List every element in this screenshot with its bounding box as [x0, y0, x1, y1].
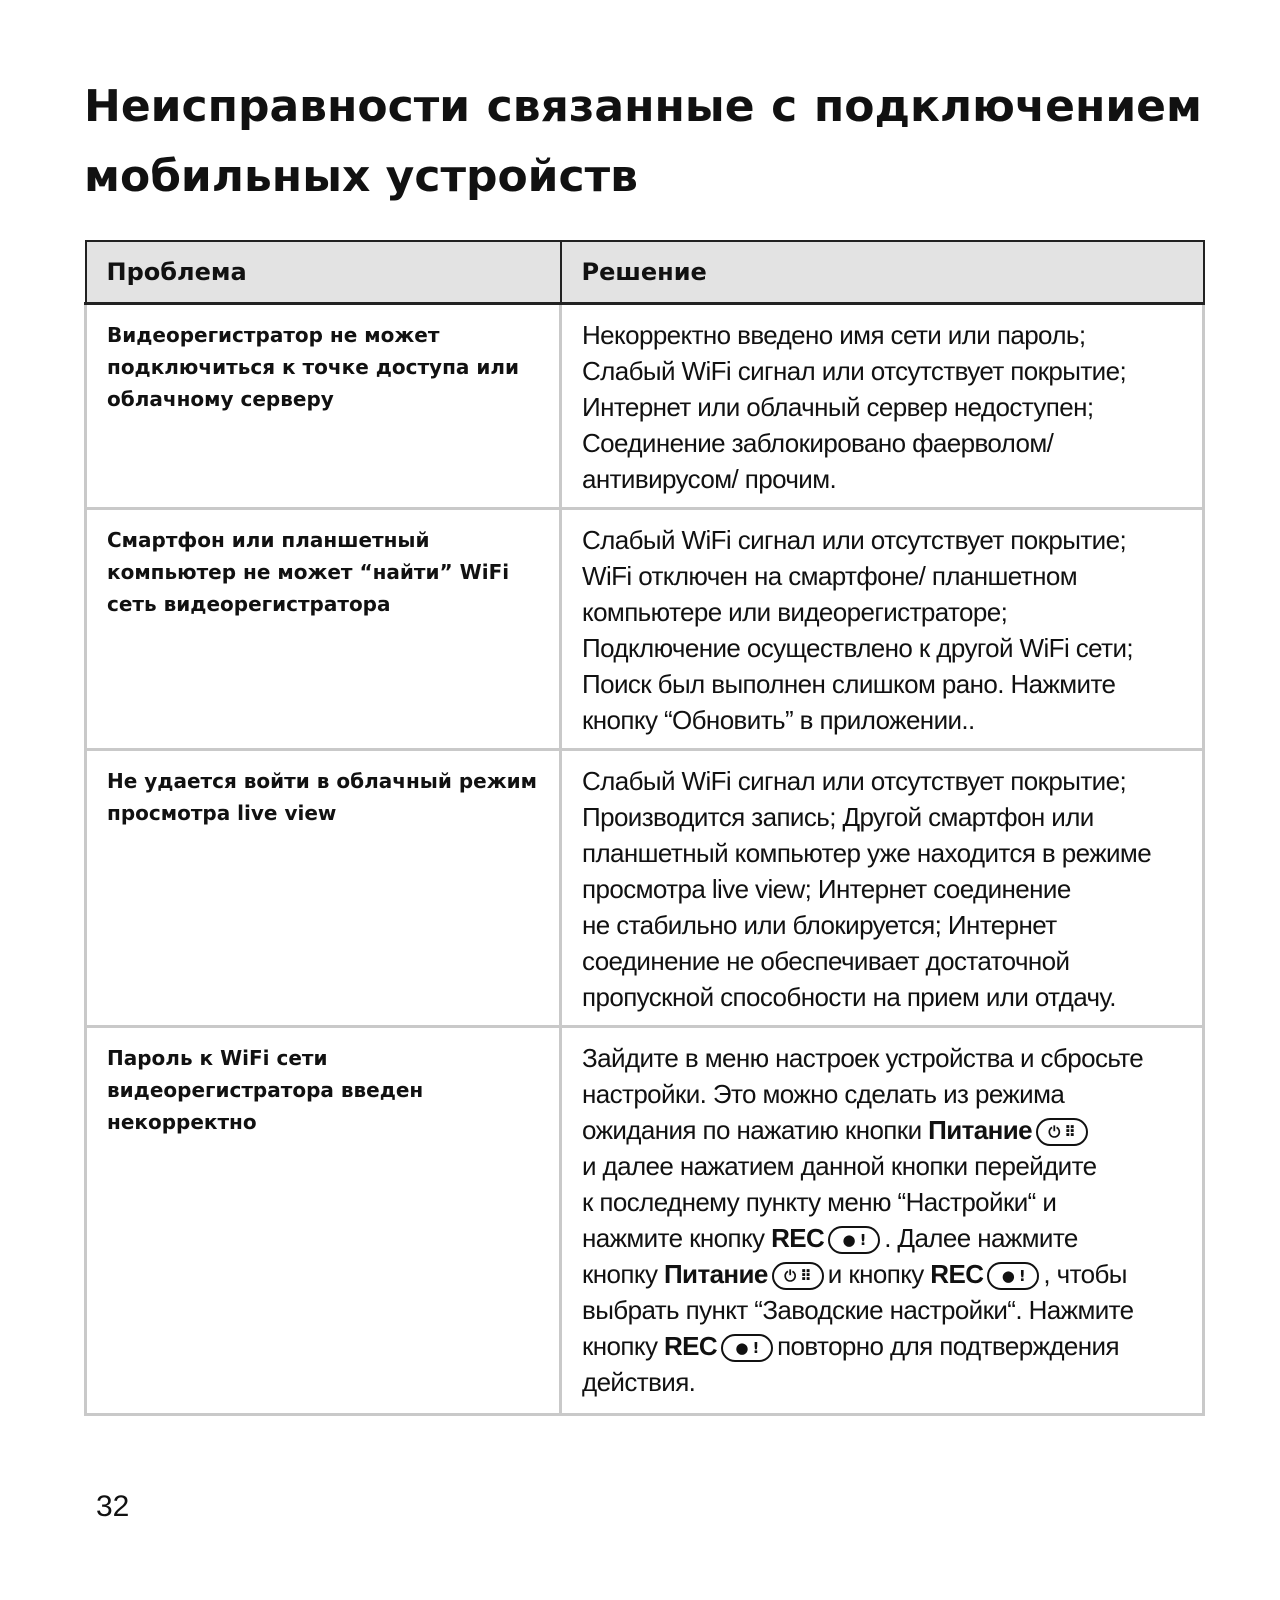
- solution-text: , чтобы: [1043, 1259, 1127, 1289]
- page-title: [84, 72, 1202, 212]
- solution-cell: [561, 304, 1204, 509]
- power-button-label: Питание: [928, 1115, 1032, 1145]
- solution-text: к последнему пункту меню “Настройки“ и: [582, 1187, 1057, 1217]
- solution-text: Интернет или облачный сервер недоступен;: [582, 392, 1094, 422]
- problem-text: видеорегистратора введен: [107, 1078, 424, 1102]
- solution-cell: [561, 750, 1204, 1027]
- problem-text: облачному серверу: [107, 387, 334, 411]
- solution-cell: [561, 509, 1204, 750]
- solution-text: кнопку: [582, 1331, 658, 1361]
- table-header-row: [86, 241, 1204, 304]
- solution-text: Некорректно введено имя сети или пароль;: [582, 320, 1086, 350]
- problem-text: Смартфон или планшетный: [107, 528, 430, 552]
- problem-text: просмотра live view: [107, 801, 337, 825]
- solution-text: кнопку: [582, 1259, 658, 1289]
- power-button-icon: ⏻ ⠿: [1036, 1118, 1088, 1146]
- problem-cell: [86, 750, 561, 1027]
- table-row: [86, 1027, 1204, 1415]
- solution-text: просмотра live view; Интернет соединение: [582, 874, 1071, 904]
- solution-cell: [561, 1027, 1204, 1415]
- rec-button-icon: ● !: [987, 1262, 1039, 1290]
- solution-text: Подключение осуществлено к другой WiFi сети;: [582, 633, 1134, 663]
- power-button-label: Питание: [663, 1259, 768, 1289]
- solution-text: и далее нажатием данной кнопки перейдите: [582, 1151, 1097, 1181]
- solution-text: Производится запись; Другой смартфон или: [582, 802, 1094, 832]
- title-line-2: мобильных устройств: [84, 151, 638, 202]
- title-word: Неисправности: [84, 81, 471, 132]
- problem-text: некорректно: [107, 1110, 257, 1134]
- solution-text: нажмите кнопку: [582, 1223, 765, 1253]
- solution-line: [582, 1112, 1192, 1148]
- page-number: 32: [96, 1490, 130, 1523]
- column-header-problem: Проблема: [86, 241, 561, 304]
- column-header-solution: Решение: [561, 241, 1204, 304]
- title-word: с: [771, 81, 798, 132]
- rec-button-label: REC: [663, 1331, 718, 1361]
- table-row: [86, 750, 1204, 1027]
- solution-text: WiFi отключен на смартфоне/ планшетном: [582, 561, 1077, 591]
- solution-text: и кнопку: [827, 1259, 924, 1289]
- problem-cell: [86, 1027, 561, 1415]
- table-row: [86, 509, 1204, 750]
- solution-text: соединение не обеспечивает достаточной: [582, 946, 1070, 976]
- solution-text: . Далее нажмите: [884, 1223, 1078, 1253]
- solution-line: [582, 1220, 1192, 1256]
- solution-text: настройки. Это можно сделать из режима: [582, 1079, 1065, 1109]
- problem-text: компьютер не может “найти” WiFi: [107, 560, 510, 584]
- solution-text: Слабый WiFi сигнал или отсутствует покрытие;: [582, 525, 1127, 555]
- problem-text: сеть видеорегистратора: [107, 592, 391, 616]
- title-word: связанные: [486, 81, 755, 132]
- solution-text: выбрать пункт “Заводские настройки“. Нажмите: [582, 1295, 1134, 1325]
- solution-text: Зайдите в меню настроек устройства и сбросьте: [582, 1043, 1144, 1073]
- solution-text: пропускной способности на прием или отдачу.: [582, 982, 1116, 1012]
- problem-text: Не удается войти в облачный режим: [107, 769, 537, 793]
- power-button-icon: ⏻ ⠿: [772, 1262, 824, 1290]
- problem-text: Пароль к WiFi сети: [107, 1046, 328, 1070]
- solution-line: [582, 1256, 1192, 1292]
- table-row: [86, 304, 1204, 509]
- solution-text: компьютере или видеорегистраторе;: [582, 597, 1008, 627]
- solution-text: не стабильно или блокируется; Интернет: [582, 910, 1057, 940]
- solution-line: [582, 1328, 1192, 1364]
- troubleshooting-table: [84, 240, 1205, 1416]
- problem-cell: [86, 304, 561, 509]
- solution-text: ожидания по нажатию кнопки: [582, 1115, 922, 1145]
- solution-text: Слабый WiFi сигнал или отсутствует покрытие;: [582, 356, 1127, 386]
- solution-text: Соединение заблокировано фаерволом/: [582, 428, 1054, 458]
- rec-button-icon: ● !: [828, 1226, 880, 1254]
- solution-text: Слабый WiFi сигнал или отсутствует покрытие;: [582, 766, 1127, 796]
- rec-button-icon: ● !: [721, 1334, 773, 1362]
- solution-text: действия.: [582, 1367, 696, 1397]
- problem-cell: [86, 509, 561, 750]
- solution-text: планшетный компьютер уже находится в режиме: [582, 838, 1152, 868]
- problem-text: подключиться к точке доступа или: [107, 355, 520, 379]
- solution-text: Поиск был выполнен слишком рано. Нажмите: [582, 669, 1116, 699]
- rec-button-label: REC: [930, 1259, 984, 1289]
- title-word: подключением: [813, 81, 1202, 132]
- title-line-1: [84, 72, 1202, 142]
- solution-text: повторно для подтверждения: [777, 1331, 1119, 1361]
- problem-text: Видеорегистратор не может: [107, 323, 440, 347]
- rec-button-label: REC: [771, 1223, 825, 1253]
- solution-text: кнопку “Обновить” в приложении..: [582, 705, 975, 735]
- solution-text: антивирусом/ прочим.: [582, 464, 837, 494]
